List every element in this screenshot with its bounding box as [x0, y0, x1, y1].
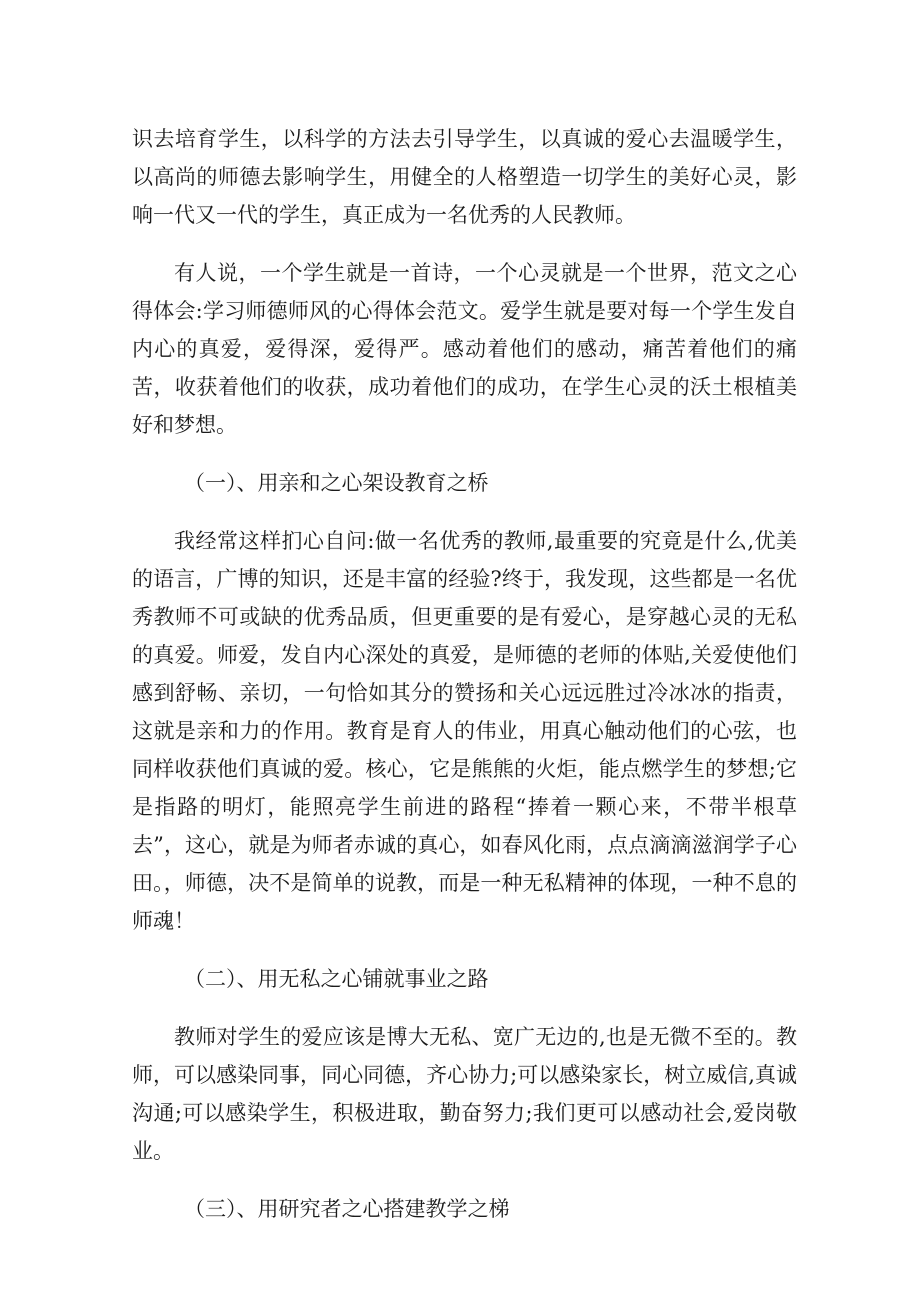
paragraph-continued: 识去培育学生，以科学的方法去引导学生，以真诚的爱心去温暖学生，以高尚的师德去影响学生，用健全的人格塑造一切学生的美好心灵，影响一代又一代的学生，真正成为一名优秀的人民教师。 [132, 127, 797, 227]
section-heading: （二）、用无私之心铺就事业之路 [184, 967, 489, 991]
paragraph: 我经常这样扪心自问:做一名优秀的教师,最重要的究竟是什么,优美的语言，广博的知识，还是丰富的经验?终于，我发现，这些都是一名优秀教师不可或缺的优秀品质，但更重要的是有爱心，是穿越心灵的无私的真爱。师爱，发自内心深处的真爱，是师德的老师的体贴,关爱使他们感到舒畅、亲切，一句恰如其分的赞扬和关心远远胜过冷冰冰的指责，这就是亲和力的作用。教育是育人的伟业，用真心触动他们的心弦，也同样收获他们真诚的爱。核心，它是熊熊的火炬，能点燃学生的梦想;它是指路的明灯，能照亮学生前进的路程“捧着一颗心来，不带半根草去”，这心，就是为师者赤诚的真心，如春风化雨，点点滴滴滋润学子心田。，师德，决不是简单的说教，而是一种无私精神的体现，一种不息的师魂！ [132, 529, 797, 933]
section-heading: （一）、用亲和之心架设教育之桥 [184, 471, 489, 495]
section-heading: （三）、用研究者之心搭建教学之梯 [184, 1197, 510, 1221]
paragraph: 教师对学生的爱应该是博大无私、宽广无边的,也是无微不至的。教师，可以感染同事，同心同德，齐心协力;可以感染家长，树立威信,真诚沟通;可以感染学生，积极进取，勤奋努力;我们更可以感动社会,爱岗敬业。 [132, 1025, 797, 1163]
document-body [132, 120, 797, 1248]
paragraph: 有人说，一个学生就是一首诗，一个心灵就是一个世界，范文之心得体会:学习师德师风的心得体会范文。爱学生就是要对每一个学生发自内心的真爱，爱得深，爱得严。感动着他们的感动，痛苦着他们的痛苦，收获着他们的收获，成功着他们的成功，在学生心灵的沃土根植美好和梦想。 [132, 261, 797, 437]
